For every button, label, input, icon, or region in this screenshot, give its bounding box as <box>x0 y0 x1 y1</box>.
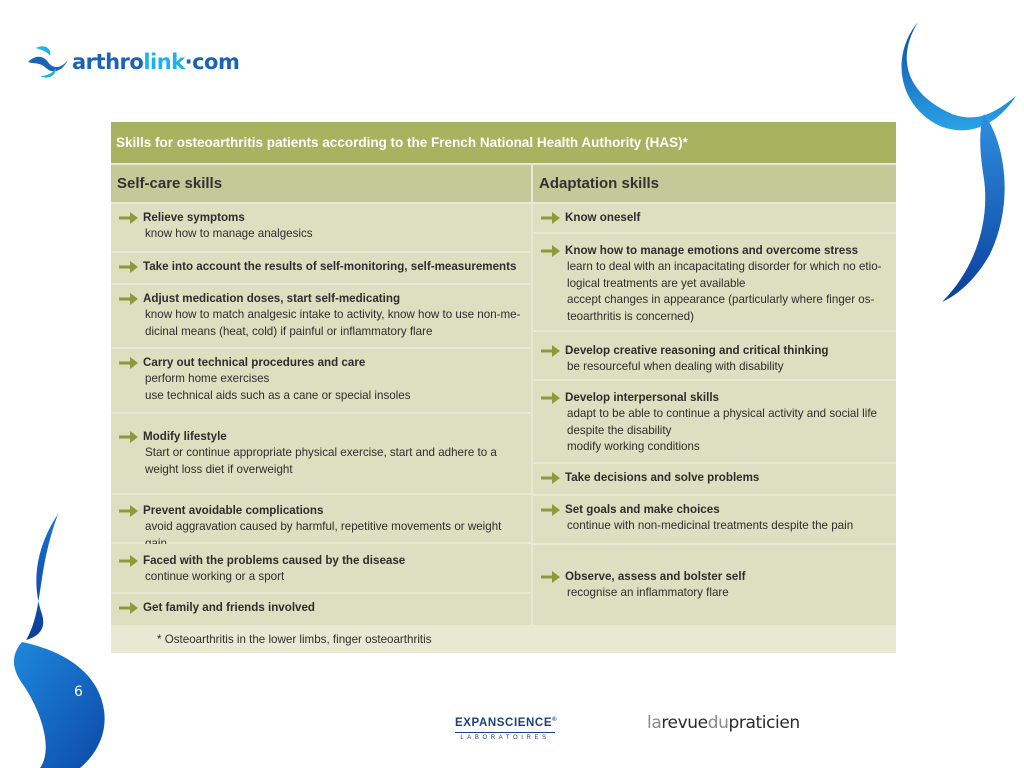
arrow-icon <box>119 602 138 614</box>
cell-family-friends <box>111 594 531 625</box>
arrow-icon <box>119 212 138 224</box>
item-detail: perform home exercises <box>145 372 270 386</box>
cell-relieve-symptoms <box>111 204 531 251</box>
item-detail: be resourceful when dealing with disability <box>567 360 784 374</box>
item-detail: avoid aggravation caused by harmful, repetitive movements or weight <box>145 520 502 534</box>
item-detail: accept changes in appearance (particularly where finger os- <box>567 293 875 307</box>
arrow-icon <box>541 472 560 484</box>
arrow-icon <box>119 261 138 273</box>
item-detail: learn to deal with an incapacitating disorder for which no etio- <box>567 260 882 274</box>
item-title: Adjust medication doses, start self-medicating <box>143 292 401 305</box>
arthrolink-logo <box>26 42 239 82</box>
item-title: Develop interpersonal skills <box>565 391 719 404</box>
header-adaptation: Adaptation skills <box>533 165 896 202</box>
item-title: Faced with the problems caused by the disease <box>143 554 406 567</box>
expanscience-subtitle: LABORATOIRES <box>455 732 555 741</box>
revue-part-praticien: praticien <box>728 713 800 733</box>
revue-du-praticien-logo <box>647 713 800 733</box>
cell-self-monitoring <box>111 253 531 283</box>
item-title: Know oneself <box>565 211 641 224</box>
item-detail: use technical aids such as a cane or special insoles <box>145 388 411 402</box>
item-detail: Start or continue appropriate physical exercise, start and adhere to a <box>145 446 497 460</box>
cell-know-oneself <box>533 204 896 232</box>
arrow-icon <box>541 345 560 357</box>
cell-interpersonal-skills <box>533 381 896 462</box>
item-title: Carry out technical procedures and care <box>143 356 366 369</box>
item-title: Relieve symptoms <box>143 211 245 224</box>
revue-part-du: du <box>707 713 729 733</box>
skills-table <box>111 122 896 653</box>
arrow-icon <box>119 293 138 305</box>
expanscience-logo <box>455 717 558 741</box>
cell-set-goals <box>533 496 896 543</box>
item-detail: adapt to be able to continue a physical activity and social life <box>567 407 878 421</box>
cell-creative-reasoning <box>533 332 896 379</box>
cell-faced-with-problems <box>111 544 531 592</box>
revue-part-revue: revue <box>661 713 708 733</box>
registered-mark: ® <box>552 717 558 724</box>
arrow-icon <box>119 555 138 567</box>
item-detail: weight loss diet if overweight <box>145 462 293 476</box>
item-detail: teoarthritis is concerned) <box>567 309 694 323</box>
cell-technical-procedures <box>111 349 531 412</box>
logo-text-com: ·com <box>184 50 240 74</box>
item-title: Take into account the results of self-monitoring, self-measurements <box>143 260 517 273</box>
item-detail: logical treatments are yet available <box>567 276 746 290</box>
item-detail: know how to match analgesic intake to activity, know how to use non-me- <box>145 308 521 322</box>
item-detail: know how to manage analgesics <box>145 227 313 241</box>
page-number: 6 <box>74 684 83 700</box>
header-self-care: Self-care skills <box>111 165 531 202</box>
item-detail: continue with non-medicinal treatments despite the pain <box>567 519 854 533</box>
arrow-icon <box>119 431 138 443</box>
revue-part-la: la <box>647 713 662 733</box>
item-title: Set goals and make choices <box>565 503 720 516</box>
table-footnote: * Osteoarthritis in the lower limbs, finger osteoarthritis <box>111 627 896 653</box>
arrow-icon <box>541 392 560 404</box>
arrow-icon <box>119 505 138 517</box>
cell-prevent-complications <box>111 495 531 542</box>
item-detail: despite the disability <box>567 423 672 437</box>
arrow-icon <box>541 571 560 583</box>
item-detail: recognise an inflammatory flare <box>567 586 729 600</box>
arrow-icon <box>541 504 560 516</box>
cell-modify-lifestyle <box>111 414 531 493</box>
item-detail: continue working or a sport <box>145 570 285 584</box>
arthrolink-swirl-icon <box>26 42 70 82</box>
cell-adjust-medication <box>111 285 531 347</box>
item-title: Take decisions and solve problems <box>565 471 760 484</box>
item-title: Observe, assess and bolster self <box>565 570 746 583</box>
item-title: Get family and friends involved <box>143 601 316 614</box>
item-title: Modify lifestyle <box>143 430 227 443</box>
item-title: Develop creative reasoning and critical thinking <box>565 344 829 357</box>
top-right-swoosh <box>880 14 1024 304</box>
arrow-icon <box>541 212 560 224</box>
item-title: Know how to manage emotions and overcome stress <box>565 244 859 257</box>
arrow-icon <box>541 245 560 257</box>
cell-manage-emotions <box>533 234 896 330</box>
table-title: Skills for osteoarthritis patients according to the French National Health Authority (HAS)* <box>111 122 896 163</box>
cell-take-decisions <box>533 464 896 494</box>
item-detail: dicinal means (heat, cold) if painful or inflammatory flare <box>145 324 433 338</box>
item-title: Prevent avoidable complications <box>143 504 324 517</box>
item-detail: modify working conditions <box>567 440 700 454</box>
logo-text-arthro: arthro <box>72 50 144 74</box>
arrow-icon <box>119 357 138 369</box>
cell-observe-assess <box>533 545 896 625</box>
expanscience-name: EXPANSCIENCE <box>455 717 553 729</box>
logo-text-link: link <box>143 50 185 74</box>
bottom-left-swoosh <box>0 510 120 768</box>
